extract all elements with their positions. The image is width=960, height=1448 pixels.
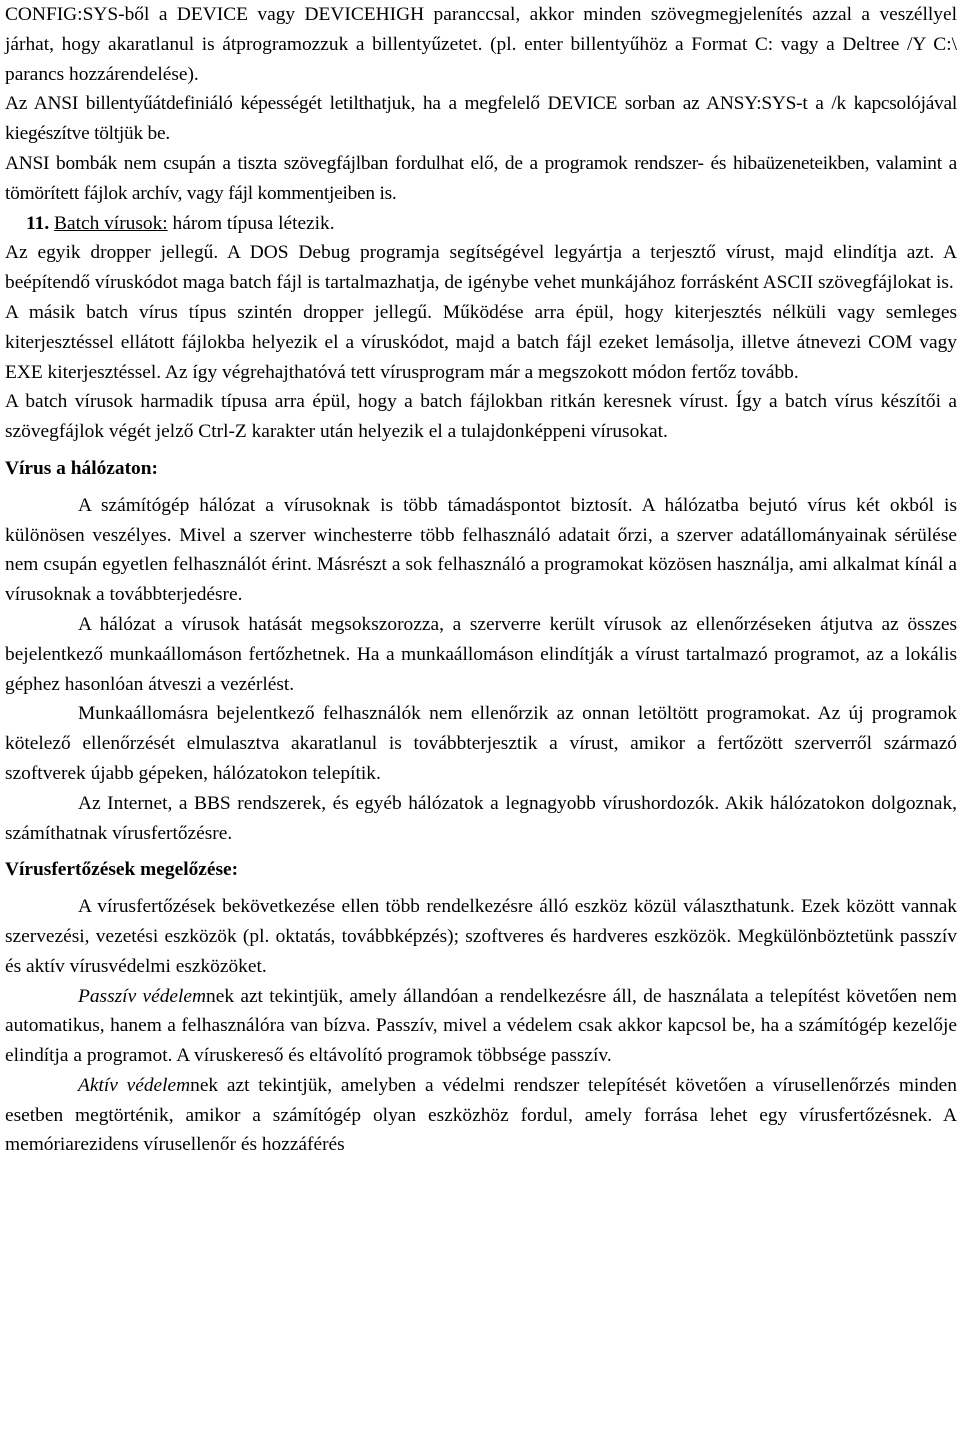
- passive-protection-text: nek azt tekintjük, amely állandóan a rendelkezésre áll, de használata a telepítést követően nem automatikus, hanem a felhasználóra van bízva. Passzív, mivel a védelem csak akkor kapcsol be, ha a számítógép kezelője elindítja a programot. A víruskereső és eltávolító programok többsége passzív.: [5, 985, 957, 1067]
- batch-viruses-text: három típusa létezik.: [167, 212, 335, 234]
- heading-network: Vírus a hálózaton:: [5, 457, 158, 479]
- heading-prevention: Vírusfertőzések megelőzése:: [5, 859, 239, 881]
- batch-viruses-label: Batch vírusok:: [54, 212, 168, 234]
- paragraph-config-sys: CONFIG:SYS-ből a DEVICE vagy DEVICEHIGH paranccsal, akkor minden szövegmegjelenítés azzal a veszéllyel járhat, hogy akaratlanul is átprogramozzuk a billentyűzetet. (pl. enter billentyűhöz a Format C: vagy a Deltree /Y C:\ parancs hozzárendelése).: [5, 4, 957, 85]
- paragraph-dropper-first: Az egyik dropper jellegű. A DOS Debug programja segítségével legyártja a terjesztő vírust, majd elindítja azt. A beépítendő víruskódot maga batch fájl is tartalmazhatja, de igénybe vehet munkájához forrásként ASCII szövegfájlokat is.: [5, 242, 957, 294]
- active-protection-term: Aktív védelem: [78, 1074, 191, 1096]
- paragraph-active-protection: [5, 1071, 957, 1160]
- document-page: [5, 0, 957, 1160]
- paragraph-ansi-bombs: ANSI bombák nem csupán a tiszta szövegfájlban fordulhat elő, de a programok rendszer- és hibaüzeneteikben, valamint a tömörített fájlok archív, vagy fájl kommentjeiben is.: [5, 152, 957, 204]
- active-protection-text: nek azt tekintjük, amelyben a védelmi rendszer telepítését követően a vírusellenőrzés minden esetben megtörténik, amikor a számítógép olyan eszközhöz fordul, amely forrása lehet egy vírusfertőzésnek. A memóriarezidens vírusellenőr és hozzáférés: [5, 1074, 957, 1156]
- paragraph-ansi-disable: Az ANSI billentyűátdefiniáló képességét letilthatjuk, ha a megfelelő DEVICE sorban az ANSY:SYS-t a /k kapcsolójával kiegészítve töltjük be.: [5, 93, 957, 145]
- paragraph-prevention-1: A vírusfertőzések bekövetkezése ellen több rendelkezésre álló eszköz közül választhatunk. Ezek között vannak szervezési, vezetési eszközök (pl. oktatás, továbbképzés); szoftveres és hardveres eszközök. Megkülönböztetünk passzív és aktív vírusvédelmi eszközöket.: [5, 896, 957, 977]
- passive-protection-term: Passzív védelem: [78, 985, 207, 1007]
- section-number: 11.: [26, 212, 50, 234]
- paragraph-passive-protection: [5, 982, 957, 1071]
- paragraph-network-3: Munkaállomásra bejelentkező felhasználók nem ellenőrzik az onnan letöltött programokat. Az új programok kötelező ellenőrzését elmulasztva akaratlanul is továbbterjesztik a vírust, amikor a fertőzött szerverről származó szoftverek újabb gépeken, hálózatokon telepítik.: [5, 703, 957, 784]
- paragraph-dropper-second: A másik batch vírus típus szintén dropper jellegű. Működése arra épül, hogy kiterjesztés nélküli vagy semleges kiterjesztéssel ellátott fájlokba helyezik el a víruskódot, majd a batch fájl ezeket lemásolja, illetve átnevezi COM vagy EXE kiterjesztéssel. Az így végrehajthatóvá tett vírusprogram már a megszokott módon fertőz tovább.: [5, 301, 957, 383]
- paragraph-network-2: A hálózat a vírusok hatását megsokszorozza, a szerverre került vírusok az ellenőrzéseken átjutva az összes bejelentkező munkaállomáson fertőzhetnek. Ha a munkaállomáson elindítják a vírust tartalmazó programot, az a lokális géphez hasonlóan átveszi a vezérlést.: [5, 613, 957, 695]
- paragraph-network-1: A számítógép hálózat a vírusoknak is több támadáspontot biztosít. A hálózatba bejutó vírus két okból is különösen veszélyes. Mivel a szerver winchesterre több felhasználó adatait őrzi, a szerver adatállományainak sérülése nem csupán egyetlen felhasználót érint. Másrészt a sok felhasználó a programokat közösen használja, ami alkalmat kínál a vírusoknak a továbbterjedésre.: [5, 494, 957, 606]
- paragraph-network-4: Az Internet, a BBS rendszerek, és egyéb hálózatok a legnagyobb vírushordozók. Akik hálózatokon dolgoznak, számíthatnak vírusfertőzésre.: [5, 792, 957, 844]
- paragraph-batch-third: A batch vírusok harmadik típusa arra épül, hogy a batch fájlokban ritkán keresnek vírust. Így a batch vírus készítői a szövegfájlok végét jelző Ctrl-Z karakter után helyezik el a tulajdonképpeni vírusokat.: [5, 391, 957, 443]
- paragraph-batch-viruses: [5, 209, 957, 239]
